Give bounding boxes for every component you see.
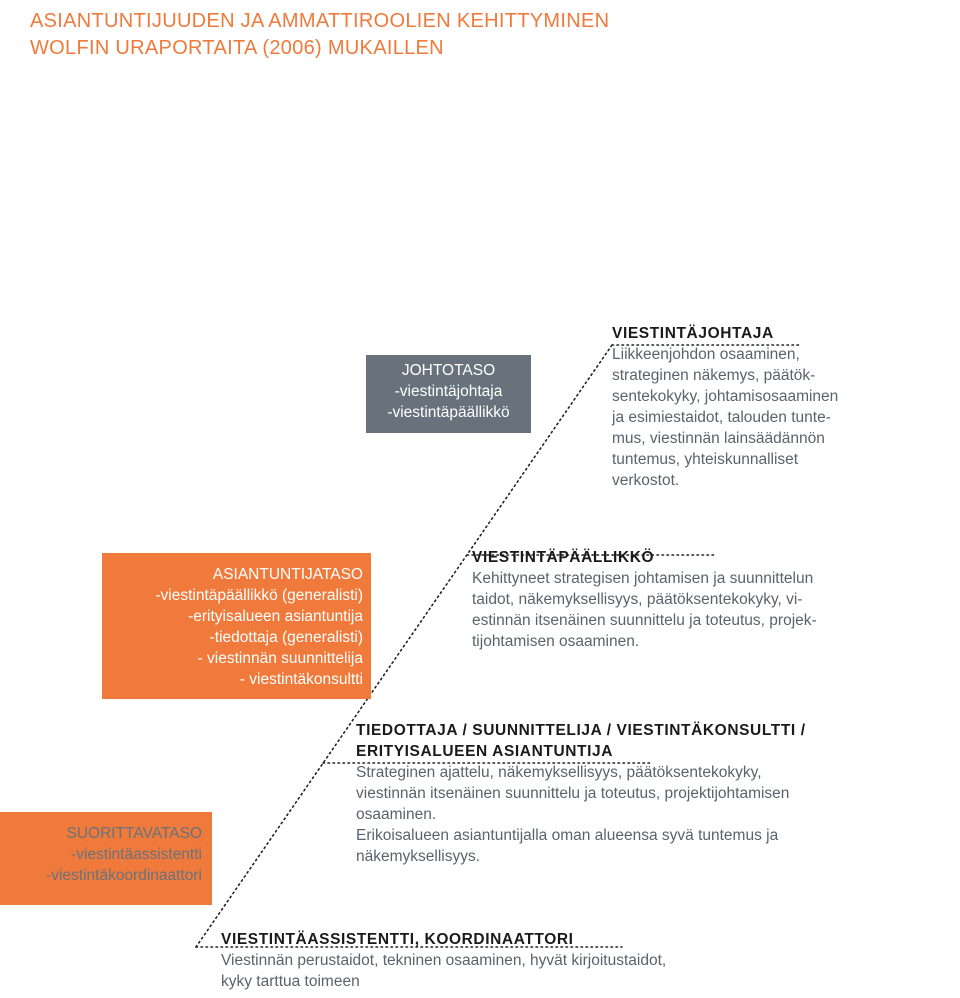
description-line: sentekokyky, johtamisosaaminen xyxy=(612,388,839,405)
johtotaso-box xyxy=(366,355,531,433)
description-line: Liikkeenjohdon osaaminen, xyxy=(612,346,800,363)
asiantuntijataso-role: - viestinnän suunnittelija xyxy=(197,650,363,667)
description-line: osaaminen. xyxy=(356,806,437,823)
description-line: Strateginen ajattelu, näkemyksellisyys, päätöksentekokyky, xyxy=(356,764,762,781)
johtotaso-role: -viestintäpäällikkö xyxy=(387,404,510,421)
description-line: Kehittyneet strategisen johtamisen ja suunnittelun xyxy=(472,570,814,587)
description-viestintajohtaja xyxy=(612,323,838,491)
asiantuntijataso-role: -tiedottaja (generalisti) xyxy=(209,629,363,646)
description-line: tuntemus, yhteiskunnalliset xyxy=(612,451,799,468)
description-line: Viestinnän perustaidot, tekninen osaaminen, hyvät kirjoitustaidot, xyxy=(221,952,667,969)
johtotaso-label: JOHTOTASO xyxy=(401,362,496,379)
description-line: verkostot. xyxy=(612,472,680,489)
description-viestintapaallikko xyxy=(472,547,817,652)
description-tiedottaja xyxy=(356,720,806,867)
suorittavataso-box xyxy=(0,812,212,905)
title-line-2: WOLFIN URAPORTAITA (2006) MUKAILLEN xyxy=(30,37,444,59)
asiantuntijataso-role: -viestintäpäällikkö (generalisti) xyxy=(155,587,363,604)
description-heading: ERITYISALUEEN ASIANTUNTIJA xyxy=(356,743,614,760)
description-heading: VIESTINTÄJOHTAJA xyxy=(612,325,774,342)
description-line: estinnän itsenäinen suunnittelu ja toteutus, projek- xyxy=(472,612,817,629)
description-heading: TIEDOTTAJA / SUUNNITTELIJA / VIESTINTÄKONSULTTI / xyxy=(356,722,806,739)
description-line: tijohtamisen osaaminen. xyxy=(472,633,640,650)
asiantuntijataso-role: - viestintäkonsultti xyxy=(239,671,363,688)
description-line: taidot, näkemyksellisyys, päätöksentekokyky, vi- xyxy=(472,591,803,608)
suorittavataso-role: -viestintäkoordinaattori xyxy=(46,867,202,884)
asiantuntijataso-box xyxy=(102,553,371,699)
description-line: ja esimiestaidot, talouden tunte- xyxy=(612,409,831,426)
description-line: Erikoisalueen asiantuntijalla oman alueensa syvä tuntemus ja xyxy=(356,827,779,844)
description-line: mus, viestinnän lainsäädännön xyxy=(612,430,825,447)
suorittavataso-label: SUORITTAVATASO xyxy=(66,825,202,842)
description-line: viestinnän itsenäinen suunnittelu ja toteutus, projektijohtamisen xyxy=(356,785,790,802)
description-heading: VIESTINTÄASSISTENTTI, KOORDINAATTORI xyxy=(221,931,574,948)
title-line-1: ASIANTUNTIJUUDEN JA AMMATTIROOLIEN KEHITTYMINEN xyxy=(30,10,610,32)
description-heading: VIESTINTÄPÄÄLLIKKÖ xyxy=(472,549,655,566)
suorittavataso-role: -viestintäassistentti xyxy=(71,846,202,863)
description-assistentti xyxy=(221,929,666,992)
asiantuntijataso-role: -erityisalueen asiantuntija xyxy=(188,608,363,625)
johtotaso-role: -viestintäjohtaja xyxy=(394,383,503,400)
description-line: strateginen näkemys, päätök- xyxy=(612,367,816,384)
description-line: näkemyksellisyys. xyxy=(356,848,481,865)
description-line: kyky tarttua toimeen xyxy=(221,973,360,990)
asiantuntijataso-label: ASIANTUNTIJATASO xyxy=(212,566,363,583)
